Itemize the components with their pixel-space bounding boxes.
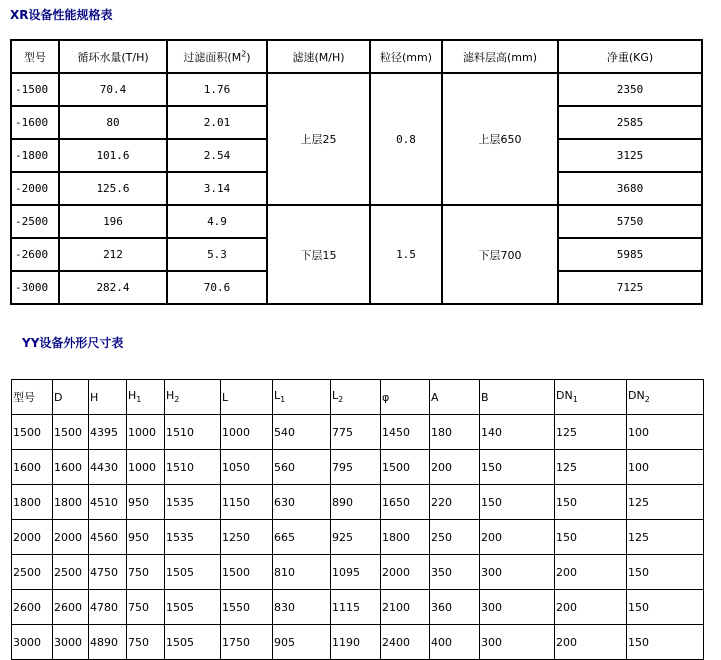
table-cell: 665 bbox=[273, 520, 331, 555]
table-cell: 950 bbox=[127, 485, 165, 520]
table-row bbox=[12, 520, 704, 555]
table-row bbox=[12, 450, 704, 485]
table-cell: 950 bbox=[127, 520, 165, 555]
table-cell: 125 bbox=[627, 520, 704, 555]
header-D: D bbox=[53, 380, 89, 415]
table-cell: 1095 bbox=[331, 555, 381, 590]
table-cell: 925 bbox=[331, 520, 381, 555]
header-bed: 滤料层高(mm) bbox=[442, 40, 558, 73]
table-cell: 2600 bbox=[12, 590, 53, 625]
table-cell: 4890 bbox=[89, 625, 127, 660]
header-area: 过滤面积$(M^2)$ bbox=[167, 40, 267, 73]
table-cell: 630 bbox=[273, 485, 331, 520]
cell-weight: 5985 bbox=[558, 238, 702, 271]
table-cell: 2600 bbox=[53, 590, 89, 625]
table-cell: 1535 bbox=[165, 520, 221, 555]
table-cell: 1500 bbox=[53, 415, 89, 450]
table-cell: 200 bbox=[480, 520, 555, 555]
header-speed: 滤速(M/H) bbox=[267, 40, 370, 73]
cell-model: -3000 bbox=[11, 271, 59, 304]
table-cell: 905 bbox=[273, 625, 331, 660]
table-cell: 250 bbox=[430, 520, 480, 555]
table-cell: 125 bbox=[555, 415, 627, 450]
cell-area: 3.14 bbox=[167, 172, 267, 205]
cell-flow: 125.6 bbox=[59, 172, 167, 205]
dimension-header-row bbox=[12, 380, 704, 415]
cell-area: 4.9 bbox=[167, 205, 267, 238]
table-cell: 890 bbox=[331, 485, 381, 520]
table-cell: 795 bbox=[331, 450, 381, 485]
table-cell: 125 bbox=[555, 450, 627, 485]
cell-weight: 2585 bbox=[558, 106, 702, 139]
cell-area: 2.54 bbox=[167, 139, 267, 172]
table-cell: 150 bbox=[555, 485, 627, 520]
table-cell: 100 bbox=[627, 415, 704, 450]
cell-flow: 70.4 bbox=[59, 73, 167, 106]
cell-weight: 5750 bbox=[558, 205, 702, 238]
header-model: 型号 bbox=[12, 380, 53, 415]
header-L: L bbox=[221, 380, 273, 415]
table-cell: 1510 bbox=[165, 450, 221, 485]
header-weight: 净重(KG) bbox=[558, 40, 702, 73]
cell-model: -2600 bbox=[11, 238, 59, 271]
cell-weight: 3125 bbox=[558, 139, 702, 172]
table-cell: 350 bbox=[430, 555, 480, 590]
table-cell: 1000 bbox=[127, 415, 165, 450]
table-cell: 1500 bbox=[381, 450, 430, 485]
cell-flow: 196 bbox=[59, 205, 167, 238]
cell-area: 2.01 bbox=[167, 106, 267, 139]
header-H: H bbox=[89, 380, 127, 415]
table-cell: 200 bbox=[555, 590, 627, 625]
table-cell: 220 bbox=[430, 485, 480, 520]
header-model: 型号 bbox=[11, 40, 59, 73]
table-cell: 2100 bbox=[381, 590, 430, 625]
table-cell: 1600 bbox=[53, 450, 89, 485]
header-DN2: $DN_2$ bbox=[627, 380, 704, 415]
table-cell: 360 bbox=[430, 590, 480, 625]
table-cell: 2000 bbox=[381, 555, 430, 590]
table-cell: 1750 bbox=[221, 625, 273, 660]
cell-grain-upper: 0.8 bbox=[370, 73, 442, 205]
table-cell: 4510 bbox=[89, 485, 127, 520]
table-cell: 150 bbox=[480, 485, 555, 520]
header-A: A bbox=[430, 380, 480, 415]
table-cell: 100 bbox=[627, 450, 704, 485]
table-cell: 540 bbox=[273, 415, 331, 450]
table-row bbox=[11, 205, 702, 238]
spec-table bbox=[10, 39, 703, 305]
table-cell: 1450 bbox=[381, 415, 430, 450]
table-cell: 400 bbox=[430, 625, 480, 660]
table-cell: 1250 bbox=[221, 520, 273, 555]
header-phi: φ bbox=[381, 380, 430, 415]
table-cell: 1650 bbox=[381, 485, 430, 520]
table-cell: 1000 bbox=[127, 450, 165, 485]
table-cell: 300 bbox=[480, 555, 555, 590]
table-cell: 1800 bbox=[12, 485, 53, 520]
table-cell: 750 bbox=[127, 555, 165, 590]
table-cell: 180 bbox=[430, 415, 480, 450]
table-cell: 775 bbox=[331, 415, 381, 450]
table-cell: 750 bbox=[127, 590, 165, 625]
table-cell: 1800 bbox=[381, 520, 430, 555]
table-row bbox=[12, 485, 704, 520]
table-cell: 1800 bbox=[53, 485, 89, 520]
cell-weight: 2350 bbox=[558, 73, 702, 106]
cell-area: 70.6 bbox=[167, 271, 267, 304]
table-cell: 300 bbox=[480, 625, 555, 660]
header-B: B bbox=[480, 380, 555, 415]
table-cell: 1115 bbox=[331, 590, 381, 625]
table-cell: 810 bbox=[273, 555, 331, 590]
table-cell: 1550 bbox=[221, 590, 273, 625]
table-cell: 4430 bbox=[89, 450, 127, 485]
table-cell: 1505 bbox=[165, 590, 221, 625]
table-cell: 1190 bbox=[331, 625, 381, 660]
cell-flow: 80 bbox=[59, 106, 167, 139]
table-cell: 4560 bbox=[89, 520, 127, 555]
table-cell: 200 bbox=[430, 450, 480, 485]
header-DN1: $DN_1$ bbox=[555, 380, 627, 415]
table-cell: 3000 bbox=[53, 625, 89, 660]
cell-flow: 212 bbox=[59, 238, 167, 271]
table-cell: 2000 bbox=[12, 520, 53, 555]
table-cell: 4780 bbox=[89, 590, 127, 625]
cell-speed-lower: 下层15 bbox=[267, 205, 370, 304]
table-cell: 2400 bbox=[381, 625, 430, 660]
cell-flow: 101.6 bbox=[59, 139, 167, 172]
table-cell: 125 bbox=[627, 485, 704, 520]
table-cell: 1505 bbox=[165, 555, 221, 590]
spec-table-title: XR设备性能规格表 bbox=[10, 8, 113, 22]
table-cell: 1535 bbox=[165, 485, 221, 520]
cell-weight: 7125 bbox=[558, 271, 702, 304]
table-cell: 300 bbox=[480, 590, 555, 625]
table-cell: 1150 bbox=[221, 485, 273, 520]
spec-header-row bbox=[11, 40, 702, 73]
cell-bed-upper: 上层650 bbox=[442, 73, 558, 205]
cell-weight: 3680 bbox=[558, 172, 702, 205]
table-cell: 1510 bbox=[165, 415, 221, 450]
cell-speed-upper: 上层25 bbox=[267, 73, 370, 205]
header-H2: $H_2$ bbox=[165, 380, 221, 415]
table-cell: 2000 bbox=[53, 520, 89, 555]
table-cell: 1600 bbox=[12, 450, 53, 485]
table-cell: 2500 bbox=[53, 555, 89, 590]
table-cell: 150 bbox=[555, 520, 627, 555]
table-cell: 1050 bbox=[221, 450, 273, 485]
cell-bed-lower: 下层700 bbox=[442, 205, 558, 304]
table-cell: 1505 bbox=[165, 625, 221, 660]
table-row bbox=[11, 73, 702, 106]
table-cell: 140 bbox=[480, 415, 555, 450]
cell-area: 1.76 bbox=[167, 73, 267, 106]
dimension-table bbox=[11, 379, 704, 660]
dimension-table-body bbox=[12, 415, 704, 660]
cell-model: -1600 bbox=[11, 106, 59, 139]
table-cell: 750 bbox=[127, 625, 165, 660]
cell-model: -1800 bbox=[11, 139, 59, 172]
cell-area: 5.3 bbox=[167, 238, 267, 271]
table-cell: 2500 bbox=[12, 555, 53, 590]
table-cell: 830 bbox=[273, 590, 331, 625]
table-cell: 4750 bbox=[89, 555, 127, 590]
dimension-table-title: YY设备外形尺寸表 bbox=[22, 336, 124, 350]
header-L2: $L_2$ bbox=[331, 380, 381, 415]
table-cell: 150 bbox=[627, 625, 704, 660]
cell-grain-lower: 1.5 bbox=[370, 205, 442, 304]
header-H1: $H_1$ bbox=[127, 380, 165, 415]
table-cell: 1000 bbox=[221, 415, 273, 450]
table-cell: 150 bbox=[627, 555, 704, 590]
cell-model: -2000 bbox=[11, 172, 59, 205]
table-cell: 1500 bbox=[221, 555, 273, 590]
cell-model: -2500 bbox=[11, 205, 59, 238]
table-row bbox=[12, 555, 704, 590]
table-row bbox=[12, 415, 704, 450]
table-row bbox=[12, 590, 704, 625]
cell-model: -1500 bbox=[11, 73, 59, 106]
header-L1: $L_1$ bbox=[273, 380, 331, 415]
table-cell: 560 bbox=[273, 450, 331, 485]
cell-flow: 282.4 bbox=[59, 271, 167, 304]
table-cell: 4395 bbox=[89, 415, 127, 450]
table-cell: 3000 bbox=[12, 625, 53, 660]
table-cell: 200 bbox=[555, 555, 627, 590]
header-grain: 粒径(mm) bbox=[370, 40, 442, 73]
table-cell: 200 bbox=[555, 625, 627, 660]
header-flow: 循环水量(T/H) bbox=[59, 40, 167, 73]
table-row bbox=[12, 625, 704, 660]
table-cell: 150 bbox=[627, 590, 704, 625]
table-cell: 150 bbox=[480, 450, 555, 485]
table-cell: 1500 bbox=[12, 415, 53, 450]
